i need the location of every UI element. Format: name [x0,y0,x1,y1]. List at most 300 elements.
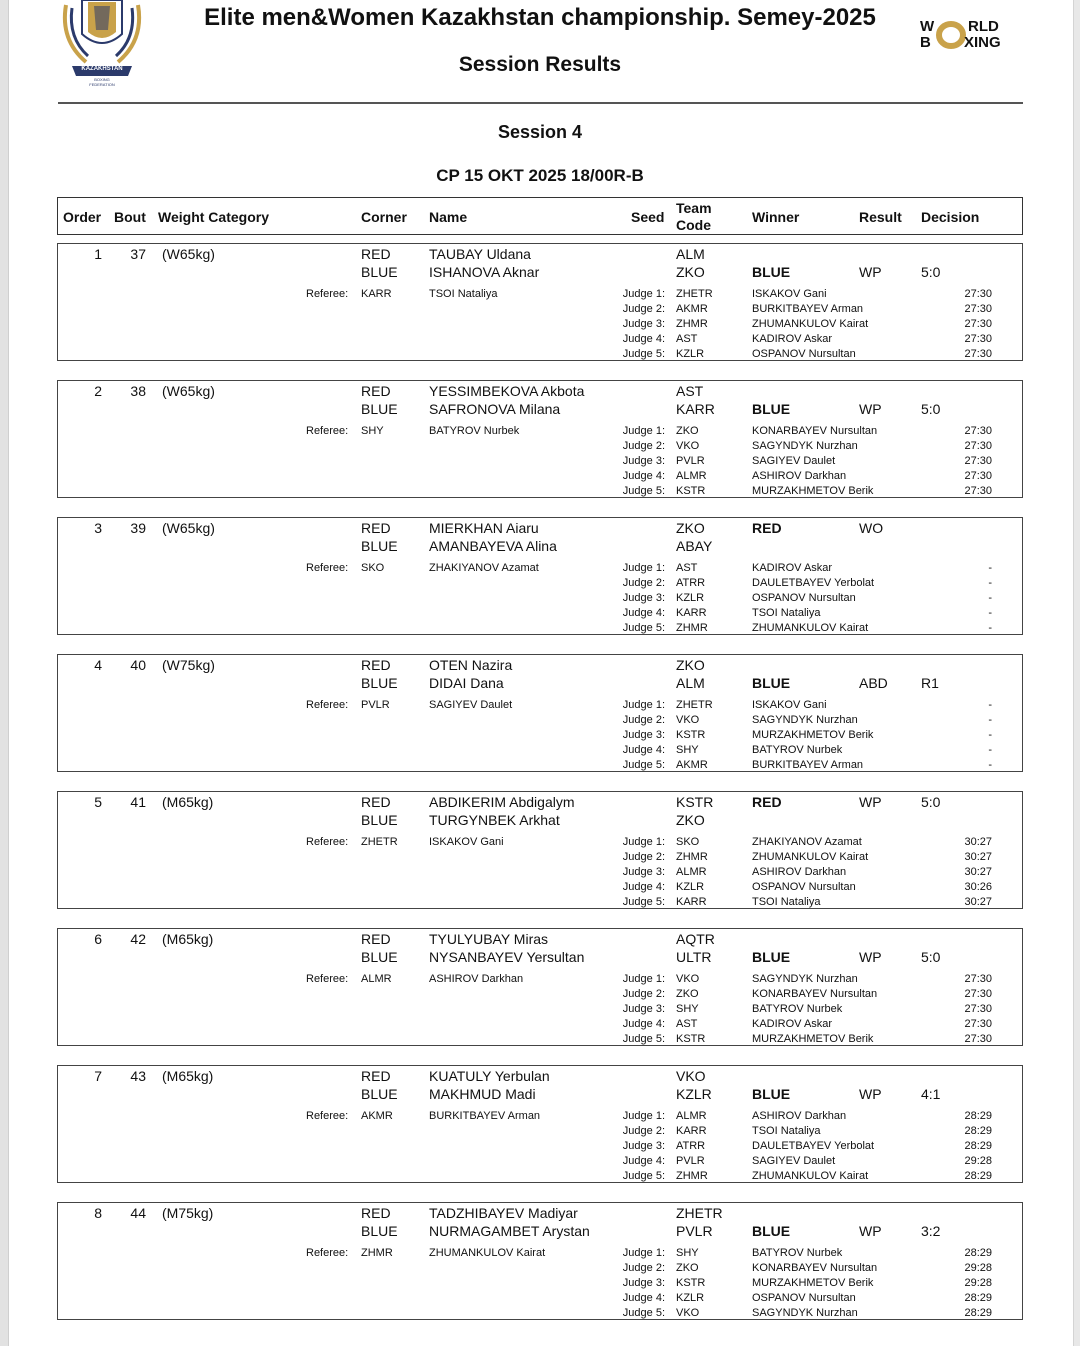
judge-name: OSPANOV Nursultan [752,881,856,893]
judge-score: 27:30 [964,333,992,345]
judge-team-code: VKO [676,973,700,985]
referee-label: Referee: [306,1110,349,1122]
referee-name: BURKITBAYEV Arman [429,1110,541,1122]
col-code: Code [676,217,711,233]
bout-block [57,1065,1023,1183]
bout-block [57,380,1023,498]
weight-category: (M75kg) [162,1205,214,1221]
judge-label: Judge 3: [622,866,665,878]
blue-corner-label: BLUE [361,949,398,965]
blue-corner-label: BLUE [361,264,398,280]
judge-label: Judge 1: [622,836,665,848]
judge-team-code: AST [676,562,698,574]
bout-number: 43 [130,1068,146,1084]
referee-label: Referee: [306,425,349,437]
session-title: Session 4 [497,122,583,142]
result: WP [859,1223,882,1239]
judge-team-code: ALMR [676,470,707,482]
referee-name: SAGIYEV Daulet [429,699,513,711]
judge-score: 28:29 [964,1125,992,1137]
judge-score: 27:30 [964,1003,992,1015]
red-boxer-name: TYULYUBAY Miras [429,931,549,947]
judge-score: 27:30 [964,455,992,467]
winner: BLUE [752,675,791,691]
red-boxer-name: YESSIMBEKOVA Akbota [429,383,585,399]
judge-score: - [988,592,992,604]
red-team-code: KSTR [676,794,714,810]
blue-corner-label: BLUE [361,538,398,554]
weight-category: (M65kg) [162,931,214,947]
red-corner-label: RED [361,246,391,262]
red-boxer-name: KUATULY Yerbulan [429,1068,550,1084]
judge-name: TSOI Nataliya [752,896,821,908]
col-decision: Decision [921,209,980,225]
logo-banner-text: KAZAKHSTAN [81,66,123,72]
decision: 5:0 [921,401,941,417]
judge-name: BATYROV Nurbek [752,1247,843,1259]
blue-boxer-name: DIDAI Dana [429,675,504,691]
judge-label: Judge 1: [622,288,665,300]
judge-label: Judge 4: [622,607,665,619]
referee-code: PVLR [361,699,390,711]
judge-team-code: ZHETR [676,288,713,300]
col-order: Order [63,209,102,225]
blue-corner-label: BLUE [361,1086,398,1102]
judge-team-code: KZLR [676,881,705,893]
judge-score: 30:27 [964,866,992,878]
result: WP [859,264,882,280]
judge-team-code: SHY [676,1247,699,1259]
judge-score: 28:29 [964,1247,992,1259]
judge-label: Judge 2: [622,577,665,589]
winner: BLUE [752,264,791,280]
judge-team-code: ZKO [676,988,699,1000]
judge-score: - [988,562,992,574]
red-boxer-name: OTEN Nazira [429,657,513,673]
decision: 3:2 [921,1223,941,1239]
logo-sub-text-1: BOXING [94,77,110,82]
result: ABD [859,675,888,691]
judge-score: - [988,607,992,619]
judge-score: - [988,577,992,589]
judge-team-code: SKO [676,836,700,848]
col-corner: Corner [361,209,407,225]
judge-name: BURKITBAYEV Arman [752,759,864,771]
referee-name: ASHIROV Darkhan [429,973,524,985]
referee-name: ISKAKOV Gani [429,836,504,848]
referee-label: Referee: [306,973,349,985]
referee-code: AKMR [361,1110,393,1122]
red-corner-label: RED [361,794,391,810]
weight-category: (M65kg) [162,794,214,810]
order-number: 4 [94,657,102,673]
blue-corner-label: BLUE [361,1223,398,1239]
referee-name: BATYROV Nurbek [429,425,520,437]
referee-label: Referee: [306,1247,349,1259]
judge-name: ZHUMANKULOV Kairat [752,1170,869,1182]
referee-code: KARR [361,288,392,300]
judge-name: TSOI Nataliya [752,607,821,619]
judge-name: ZHAKIYANOV Azamat [752,836,862,848]
judge-score: 28:29 [964,1170,992,1182]
judge-score: 27:30 [964,1033,992,1045]
blue-team-code: KZLR [676,1086,712,1102]
referee-label: Referee: [306,699,349,711]
weight-category: (W65kg) [162,246,215,262]
blue-boxer-name: AMANBAYEVA Alina [429,538,557,554]
bout-number: 44 [130,1205,146,1221]
judge-score: 29:28 [964,1277,992,1289]
judge-team-code: KARR [676,607,707,619]
header-divider [58,102,1023,104]
red-corner-label: RED [361,931,391,947]
col-result: Result [859,209,902,225]
judge-name: OSPANOV Nursultan [752,592,856,604]
judge-score: 28:29 [964,1307,992,1319]
judge-score: 27:30 [964,1018,992,1030]
judge-score: - [988,714,992,726]
referee-label: Referee: [306,836,349,848]
col-weight-category: Weight Category [158,209,269,225]
judge-name: MURZAKHMETOV Berik [752,1033,874,1045]
decision: 5:0 [921,949,941,965]
judge-score: 27:30 [964,303,992,315]
judge-team-code: KZLR [676,592,705,604]
judge-label: Judge 3: [622,729,665,741]
decision: 4:1 [921,1086,941,1102]
judge-label: Judge 4: [622,333,665,345]
referee-code: SHY [361,425,384,437]
winner: RED [752,794,782,810]
red-corner-label: RED [361,1205,391,1221]
document-subtitle: Session Results [458,53,622,76]
bout-block [57,928,1023,1046]
red-team-code: ZKO [676,657,705,673]
red-team-code: VKO [676,1068,706,1084]
red-team-code: ALM [676,246,705,262]
referee-code: SKO [361,562,385,574]
order-number: 5 [94,794,102,810]
judge-name: KONARBAYEV Nursultan [752,988,878,1000]
winner: BLUE [752,1223,791,1239]
judge-name: ASHIROV Darkhan [752,866,847,878]
judge-label: Judge 4: [622,744,665,756]
judge-label: Judge 5: [622,759,665,771]
decision: 5:0 [921,794,941,810]
judge-team-code: KZLR [676,1292,705,1304]
judge-team-code: ATRR [676,577,706,589]
judge-name: KADIROV Askar [752,333,833,345]
bout-number: 42 [130,931,146,947]
judge-label: Judge 1: [622,425,665,437]
judge-name: ASHIROV Darkhan [752,470,847,482]
bout-block [57,517,1023,635]
judge-label: Judge 4: [622,881,665,893]
blue-corner-label: BLUE [361,401,398,417]
blue-boxer-name: SAFRONOVA Milana [429,401,561,417]
order-number: 6 [94,931,102,947]
bout-block [57,654,1023,772]
judge-score: - [988,759,992,771]
judge-team-code: SHY [676,744,699,756]
winner: BLUE [752,949,791,965]
blue-boxer-name: ISHANOVA Aknar [429,264,540,280]
judge-team-code: ALMR [676,1110,707,1122]
winner: BLUE [752,401,791,417]
result: WP [859,1086,882,1102]
judge-team-code: AST [676,333,698,345]
judge-team-code: KSTR [676,1277,706,1289]
judge-score: 27:30 [964,973,992,985]
judge-name: KADIROV Askar [752,1018,833,1030]
page-edge-right [1073,0,1080,1346]
judge-name: ISKAKOV Gani [752,699,827,711]
decision: 5:0 [921,264,941,280]
judge-label: Judge 4: [622,1292,665,1304]
bout-number: 40 [130,657,146,673]
judge-label: Judge 1: [622,1110,665,1122]
bout-block [57,243,1023,361]
red-corner-label: RED [361,383,391,399]
blue-corner-label: BLUE [361,675,398,691]
result: WP [859,794,882,810]
winner: BLUE [752,1086,791,1102]
blue-boxer-name: MAKHMUD Madi [429,1086,536,1102]
order-number: 7 [94,1068,102,1084]
red-team-code: AST [676,383,704,399]
judge-label: Judge 3: [622,1003,665,1015]
referee-code: ALMR [361,973,392,985]
red-boxer-name: MIERKHAN Aiaru [429,520,539,536]
weight-category: (W75kg) [162,657,215,673]
judge-name: ZHUMANKULOV Kairat [752,622,869,634]
judge-team-code: ZHMR [676,851,708,863]
red-team-code: AQTR [676,931,715,947]
red-team-code: ZHETR [676,1205,723,1221]
judge-name: KONARBAYEV Nursultan [752,1262,878,1274]
document-title: Elite men&Women Kazakhstan championship. Semey-2025 [204,4,876,31]
judge-label: Judge 3: [622,592,665,604]
red-boxer-name: TADZHIBAYEV Madiyar [429,1205,578,1221]
blue-team-code: PVLR [676,1223,713,1239]
judge-score: 29:28 [964,1262,992,1274]
red-boxer-name: ABDIKERIM Abdigalym [429,794,575,810]
judge-label: Judge 4: [622,470,665,482]
judge-name: BURKITBAYEV Arman [752,303,864,315]
judge-name: MURZAKHMETOV Berik [752,729,874,741]
judge-team-code: VKO [676,440,700,452]
judge-score: 27:30 [964,318,992,330]
judge-team-code: KSTR [676,1033,706,1045]
red-corner-label: RED [361,1068,391,1084]
weight-category: (W65kg) [162,520,215,536]
judge-label: Judge 2: [622,714,665,726]
judge-team-code: KSTR [676,485,706,497]
order-number: 2 [94,383,102,399]
judge-label: Judge 2: [622,440,665,452]
judge-score: 27:30 [964,440,992,452]
judge-label: Judge 5: [622,622,665,634]
judge-team-code: PVLR [676,1155,705,1167]
table-header [57,197,1023,235]
judge-label: Judge 2: [622,303,665,315]
referee-code: ZHMR [361,1247,393,1259]
judge-label: Judge 4: [622,1155,665,1167]
col-team: Team [676,200,712,216]
judge-label: Judge 5: [622,485,665,497]
judge-score: 27:30 [964,348,992,360]
judge-team-code: KARR [676,896,707,908]
judge-name: SAGYNDYK Nurzhan [752,1307,858,1319]
judge-team-code: AKMR [676,303,708,315]
judge-name: SAGYNDYK Nurzhan [752,714,858,726]
judge-score: 28:29 [964,1110,992,1122]
judge-team-code: ATRR [676,1140,706,1152]
judge-team-code: ZHMR [676,622,708,634]
judge-team-code: KZLR [676,348,705,360]
judge-name: OSPANOV Nursultan [752,348,856,360]
judge-score: 30:27 [964,896,992,908]
referee-label: Referee: [306,562,349,574]
order-number: 3 [94,520,102,536]
judge-score: 28:29 [964,1292,992,1304]
blue-team-code: ABAY [676,538,713,554]
judge-name: ZHUMANKULOV Kairat [752,851,869,863]
result: WP [859,401,882,417]
result: WO [859,520,884,536]
judge-name: KADIROV Askar [752,562,833,574]
judge-team-code: ZHMR [676,1170,708,1182]
referee-code: ZHETR [361,836,398,848]
judge-score: - [988,729,992,741]
bout-number: 39 [130,520,146,536]
judge-label: Judge 5: [622,1170,665,1182]
judge-name: MURZAKHMETOV Berik [752,485,874,497]
judge-label: Judge 3: [622,455,665,467]
blue-team-code: ULTR [676,949,712,965]
judge-team-code: ZHMR [676,318,708,330]
judge-team-code: VKO [676,714,700,726]
referee-name: ZHAKIYANOV Azamat [429,562,539,574]
judge-score: 27:30 [964,425,992,437]
bout-block [57,791,1023,909]
decision: R1 [921,675,939,691]
judge-score: 30:26 [964,881,992,893]
judge-team-code: ALMR [676,866,707,878]
judge-score: 27:30 [964,288,992,300]
referee-name: TSOI Nataliya [429,288,498,300]
bout-number: 38 [130,383,146,399]
col-name: Name [429,209,468,225]
bout-block [57,1202,1023,1320]
red-team-code: ZKO [676,520,705,536]
judge-name: DAULETBAYEV Yerbolat [752,577,875,589]
judge-label: Judge 2: [622,851,665,863]
judge-team-code: VKO [676,1307,700,1319]
judge-label: Judge 1: [622,973,665,985]
red-corner-label: RED [361,657,391,673]
judge-name: KONARBAYEV Nursultan [752,425,878,437]
judge-name: SAGYNDYK Nurzhan [752,440,858,452]
judge-score: 27:30 [964,988,992,1000]
judge-team-code: KARR [676,1125,707,1137]
col-seed: Seed [631,209,665,225]
judge-team-code: AKMR [676,759,708,771]
judge-score: 27:30 [964,470,992,482]
judge-label: Judge 2: [622,1125,665,1137]
judge-score: 28:29 [964,1140,992,1152]
judge-score: - [988,744,992,756]
blue-team-code: ZKO [676,812,705,828]
judge-team-code: ZHETR [676,699,713,711]
bout-number: 37 [130,246,146,262]
judge-score: - [988,622,992,634]
judge-name: ASHIROV Darkhan [752,1110,847,1122]
judge-label: Judge 2: [622,988,665,1000]
judge-label: Judge 3: [622,318,665,330]
logo-sub-text-2: FEDERATION [89,82,115,87]
blue-team-code: KARR [676,401,715,417]
judge-team-code: PVLR [676,455,705,467]
judge-name: MURZAKHMETOV Berik [752,1277,874,1289]
judge-label: Judge 5: [622,896,665,908]
blue-team-code: ZKO [676,264,705,280]
logo-xing: XING [964,34,1001,51]
logo-b: B [920,34,931,51]
col-bout: Bout [114,209,146,225]
judge-label: Judge 1: [622,1247,665,1259]
judge-team-code: SHY [676,1003,699,1015]
winner: RED [752,520,782,536]
weight-category: (M65kg) [162,1068,214,1084]
page-edge-left [0,0,9,1346]
bout-number: 41 [130,794,146,810]
judge-team-code: KSTR [676,729,706,741]
referee-name: ZHUMANKULOV Kairat [429,1247,546,1259]
judge-score: 27:30 [964,485,992,497]
judge-label: Judge 2: [622,1262,665,1274]
judge-label: Judge 3: [622,1140,665,1152]
judge-name: BATYROV Nurbek [752,744,843,756]
judge-name: OSPANOV Nursultan [752,1292,856,1304]
referee-label: Referee: [306,288,349,300]
col-winner: Winner [752,209,800,225]
judge-team-code: AST [676,1018,698,1030]
judge-score: - [988,699,992,711]
judge-name: SAGIYEV Daulet [752,1155,836,1167]
judge-score: 30:27 [964,851,992,863]
judge-name: BATYROV Nurbek [752,1003,843,1015]
order-number: 8 [94,1205,102,1221]
judge-name: SAGIYEV Daulet [752,455,836,467]
judge-name: ZHUMANKULOV Kairat [752,318,869,330]
weight-category: (W65kg) [162,383,215,399]
judge-label: Judge 3: [622,1277,665,1289]
judge-label: Judge 5: [622,348,665,360]
session-info: CP 15 OKT 2025 18/00R-B [436,166,644,185]
judge-name: ISKAKOV Gani [752,288,827,300]
blue-corner-label: BLUE [361,812,398,828]
red-corner-label: RED [361,520,391,536]
red-boxer-name: TAUBAY Uldana [429,246,531,262]
judge-team-code: ZKO [676,425,699,437]
order-number: 1 [94,246,102,262]
judge-score: 29:28 [964,1155,992,1167]
blue-boxer-name: TURGYNBEK Arkhat [429,812,560,828]
result: WP [859,949,882,965]
judge-label: Judge 4: [622,1018,665,1030]
judge-label: Judge 5: [622,1033,665,1045]
